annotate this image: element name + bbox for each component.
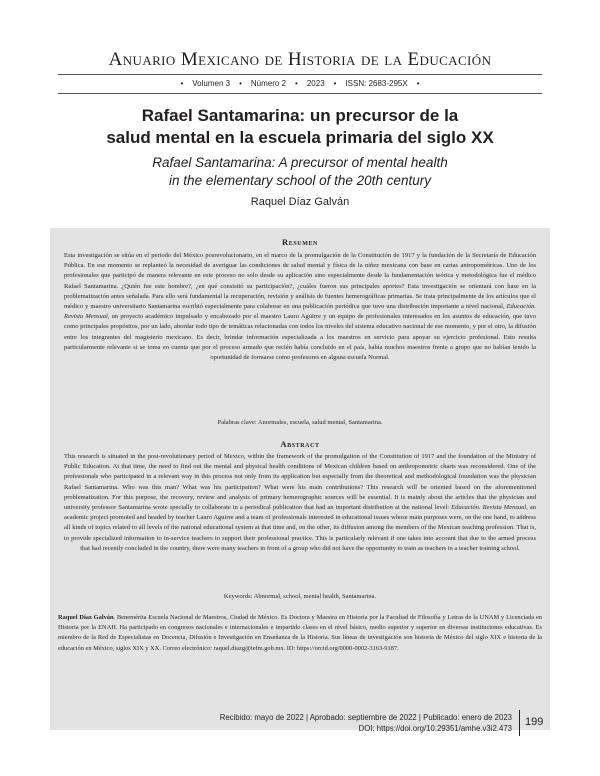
publication-info [220,712,512,734]
article-title-line: salud mental en la escuela primaria del siglo XX [106,128,494,147]
issn: ISSN: 2683-295X [345,79,408,88]
bullet: • [295,79,298,88]
article-subtitle-line: in the elementary school of the 20th century [169,173,431,188]
author-note [58,613,542,654]
journal-name-italic: Educación. Revista Mensual [451,504,527,512]
bullet: • [416,79,420,88]
abstract-panel [50,228,550,730]
resumen-body [64,251,536,363]
bullet: • [239,79,242,88]
abstract-keywords: Keywords: Abnormal, school, mental health, Santamarina. [223,593,377,600]
number: Número 2 [250,79,287,88]
author-note-text: . Benemérita Escuela Nacional de Maestros, Ciudad de México. Es Doctora y Maestra en Historia por la Facultad de Filosofía y Letras de la UNAM y Licenciada en Historia por la ENAH. Ha participado en congresos nacionales e internacionales e impartido clases en el nivel básico, medio superior y superior en diversas instituciones educativas. Es miembro de la Red de Especialistas en Docencia, Difusión e Investigación en Enseñanza de la Historia. Sus líneas de investigación son historia de México del siglo XIX e historia de la educación en México, siglos XIX y XX. Correo electrónico: raquel.diazg@iefm.gob.mx. ID: https://orcid.org/0000-0002-3163-9187. [58,614,542,652]
publication-dates: Recibido: mayo de 2022 | Aprobado: septiembre de 2022 | Publicado: enero de 2023 [219,713,512,722]
abstract-text: , an academic project promoted and headed by teacher Lauro Aguirre and a team of professionals interested in educational issues whose main purposes were, on the one hand, to address all kinds of topics related to all levels of the national educational system at that time and, on the other, its diffusion among the members of the Mexican teaching profession. That is, to provide specialized information to in-service teachers to support their professional practice. This is particularly relevant if one takes into account that due to the armed process that had recently concluded in the country, there were many teachers in front of a group who did not have the opportunity to train as teachers in a teacher training school. [64,504,536,552]
footer-separator [519,710,520,736]
resumen-keywords: Palabras clave: Anormales, escuela, salud mental, Santamarina. [217,419,383,426]
article-subtitle [60,154,540,190]
volume: Volumen 3 [192,79,231,88]
author-note-name: Raquel Díaz Galván [58,614,114,621]
bullet: • [333,79,337,88]
abstract-text: This research is situated in the post-revolutionary period of Mexico, within the framework of the promulgation of the Constitution of 1917 and the foundation of the Ministry of Public Education. At that time, the need to find out the mental and physical health conditions of Mexican children based on anthropometric charts was reconsidered. One of the professionals who participated in a relevant way in this process not only from its application but especially from the theoretical and methodological foundation was the physician Rafael Santamarina. Who was this man? What was his participation? What were his main contributions? This research will be oriented based on the aforementioned problematization. For this purpose, the recovery, review and analysis of primary hemerographic sources will be essential. It is mainly about the articles that the physician and university professor Santamarina wrote specially to collaborate in a periodical publication that had an important distribution at the national level: [64,453,536,512]
article-subtitle-line: Rafael Santamarina: A precursor of mental health [152,155,448,170]
doi-link[interactable]: DOI: https://doi.org/10.29351/amhe.v3i2.473 [358,724,512,733]
header-rule-bottom [58,93,542,94]
year: 2023 [306,79,325,88]
issue-metadata [0,79,600,88]
abstract-heading: Abstract [280,439,320,449]
abstract-body [64,452,536,554]
resumen-text: , un proyecto académico impulsado y encabezado por el maestro Lauro Aguirre y un equipo de profesionales interesados en los asuntos de educación, que tuvo como principales propósitos, por un lado, abordar todo tipo de temáticas relacionadas con todos los niveles del sistema educativo nacional de ese momento, y por el otro, la difusión entre los integrantes del magisterio mexicano. Es decir, brindar información especializada a los maestros en servicio para apoyar su ejercicio profesional. Esto resulta particularmente relevante si se toma en cuenta que por el proceso armado que recién había concluido en el país, había muchos maestros frente a grupo que no habían tenido la oportunidad de formarse como profesores en alguna escuela Normal. [64,313,536,362]
resumen-heading: Resumen [281,237,318,247]
article-title-line: Rafael Santamarina: un precursor de la [141,106,459,125]
header-rule-top [58,74,542,75]
article-title [60,105,540,149]
resumen-text: Esta investigación se sitúa en el periodo del México posrevolucionario, en el marco de la promulgación de la Constitución de 1917 y la fundación de la Secretaría de Educación Pública. En ese momento se replanteó la necesidad de averiguar las condiciones de salud mental y física de la niñez mexicana con base en cartas antropométricas. Uno de los profesionales que participó de manera relevante en este proceso no solo desde su aplicación sino especialmente desde la fundamentación teórica y metodológica fue el médico Rafael Santamarina. ¿Quién fue este hombre?, ¿en qué consistió su participación?, ¿cuáles fueron sus principales aportes? Esta investigación se orientará con base en la problematización antes señalada. Para ello será fundamental la recuperación, revisión y análisis de fuentes hemerográficas primarias. Se trata principalmente de los artículos que el médico y maestro universitario Santamarina escribió especialmente para colaborar en una publicación periódica que tuvo una distribución importante a nivel nacional, [64,252,536,311]
journal-name-italic: Educación. Revista Mensual [64,303,536,321]
bullet: • [180,79,184,88]
journal-title: Anuario Mexicano de Historia de la Educación [108,49,492,70]
page-number: 199 [525,716,544,728]
author-name: Raquel Díaz Galván [250,196,350,208]
